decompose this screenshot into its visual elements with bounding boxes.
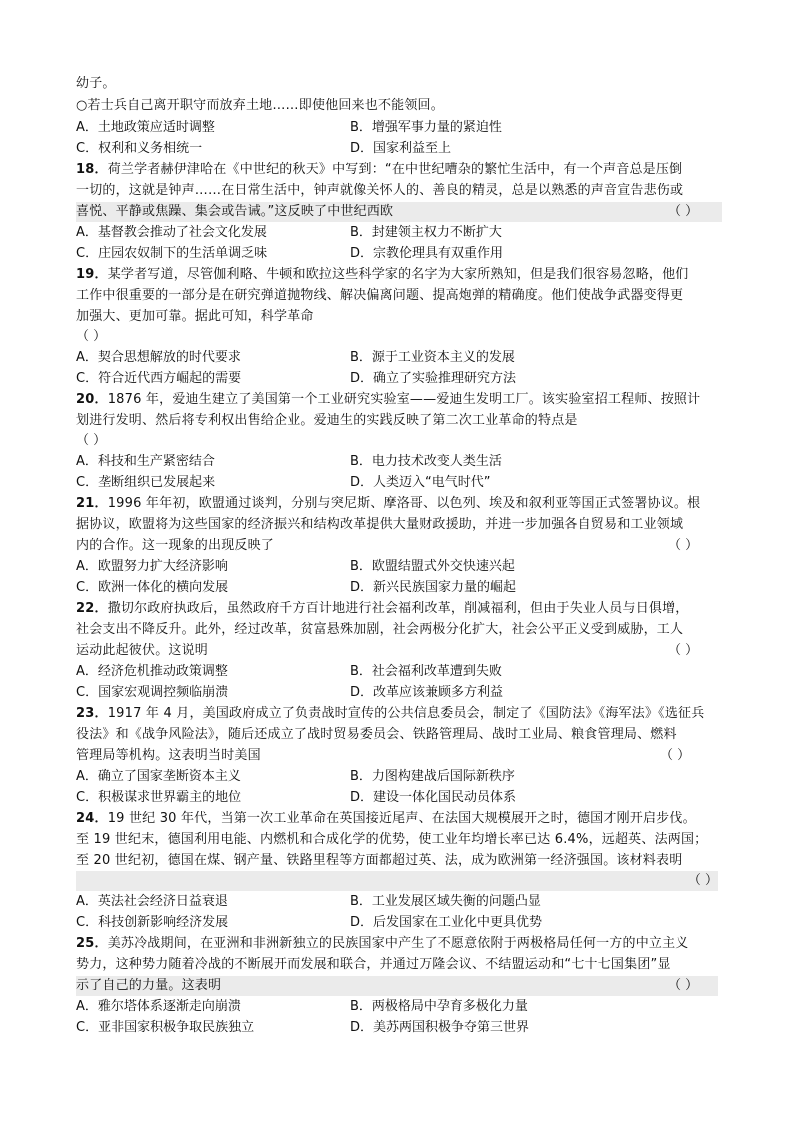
q22-option-a: A．经济危机推动政策调整	[76, 664, 228, 679]
q24-option-b: B．工业发展区域失衡的问题凸显	[350, 894, 541, 909]
intro-line-1: 幼子。	[76, 76, 116, 91]
q24-text-1: 19 世纪 30 年代，当第一次工业革命在英国接近尾声、在法国大规模展开之时，德国才刚开启步伐。	[107, 811, 696, 826]
q23-option-a: A．确立了国家垄断资本主义	[76, 769, 241, 784]
q21-number: 21．	[76, 496, 108, 511]
q17-option-c: C．权利和义务相统一	[76, 141, 203, 156]
q23-line-3: 管理局等机构。这表明当时美国	[76, 748, 261, 763]
q20-option-a: A．科技和生产紧密结合	[76, 454, 215, 469]
q20-text-1: 1876 年，爱迪生建立了美国第一个工业研究实验室——爱迪生发明工厂。该实验室招工程师、按照计	[107, 392, 701, 407]
q19-option-b: B．源于工业资本主义的发展	[350, 350, 515, 365]
q22-answer-paren: （ ）	[668, 643, 699, 658]
q18-option-a: A．基督教会推动了社会文化发展	[76, 225, 267, 240]
q21-option-b: B．欧盟结盟式外交快速兴起	[350, 559, 515, 574]
q24-option-d: D．后发国家在工业化中更具优势	[350, 915, 543, 930]
q24-number: 24．	[76, 811, 108, 826]
q22-line-3: 运动此起彼伏。这说明	[76, 643, 209, 658]
q17-option-d: D．国家利益至上	[350, 141, 452, 156]
q25-option-a: A．雅尔塔体系逐渐走向崩溃	[76, 999, 241, 1014]
q19-line-2: 工作中很重要的一部分是在研究弹道抛物线、解决偏离问题、提高炮弹的精确度。他们使战争武器变得更	[76, 288, 684, 303]
q25-option-b: B．两极格局中孕育多极化力量	[350, 999, 528, 1014]
q22-option-b: B．社会福利改革遭到失败	[350, 664, 502, 679]
q21-line-2: 据协议，欧盟将为这些国家的经济振兴和结构改革提供大量财政援助，并进一步加强各自贸易和工业领域	[76, 517, 684, 532]
q20-option-b: B．电力技术改变人类生活	[350, 454, 502, 469]
q18-option-d: D．宗教伦理具有双重作用	[350, 246, 504, 261]
q25-text-1: 美苏冷战期间，在亚洲和非洲新独立的民族国家中产生了不愿意依附于两极格局任何一方的中立主义	[107, 936, 689, 951]
q18-line-1	[76, 160, 682, 180]
q24-line-1	[76, 809, 696, 829]
q21-option-c: C．欧洲一体化的横向发展	[76, 580, 229, 595]
q19-text-1: 某学者写道，尽管伽利略、牛顿和欧拉这些科学家的名字为大家所熟知，但是我们很容易忽略，他们	[107, 267, 689, 282]
q21-line-1	[76, 494, 700, 514]
q20-line-1	[76, 390, 700, 410]
q21-option-a: A．欧盟努力扩大经济影响	[76, 559, 228, 574]
intro-line-2: ○若士兵自己离开职守而放弃土地……即使他回来也不能领回。	[76, 98, 444, 113]
q25-option-c: C．亚非国家积极争取民族独立	[76, 1020, 255, 1035]
q18-text-1: 荷兰学者赫伊津哈在《中世纪的秋天》中写到：“在中世纪嘈杂的繁忙生活中，有一个声音总是压倒	[107, 162, 683, 177]
q20-line-2: 划进行发明、然后将专利权出售给企业。爱迪生的实践反映了第二次工业革命的特点是	[76, 413, 578, 428]
q23-number: 23．	[76, 706, 108, 721]
q19-number: 19．	[76, 267, 108, 282]
q25-answer-paren: （ ）	[668, 978, 699, 993]
q21-option-d: D．新兴民族国家力量的崛起	[350, 580, 517, 595]
q19-option-d: D．确立了实验推理研究方法	[350, 371, 517, 386]
q23-option-d: D．建设一体化国民动员体系	[350, 790, 517, 805]
q25-line-1	[76, 934, 689, 954]
q21-text-1: 1996 年年初，欧盟通过谈判，分别与突尼斯、摩洛哥、以色列、埃及和叙利亚等国正式签署协议。根	[107, 496, 701, 511]
q22-line-2: 社会支出不降反升。此外，经过改革，贫富悬殊加剧，社会两极分化扩大，社会公平正义受到威胁，工人	[76, 622, 684, 637]
q20-option-c: C．垄断组织已发展起来	[76, 475, 216, 490]
q18-line-3: 喜悦、平静或焦躁、集会或告诫。”这反映了中世纪西欧	[76, 202, 722, 222]
q18-number: 18．	[76, 162, 108, 177]
q22-line-1	[76, 599, 689, 619]
q18-line-2: 一切的，这就是钟声……在日常生活中，钟声就像关怀人的、善良的精灵，总是以熟悉的声音宣告悲伤或	[76, 183, 684, 198]
q24-line-2: 至 19 世纪末，德国利用电能、内燃机和合成化学的优势，使工业年均增长率已达 6.4%，远超英、法两国；	[76, 832, 708, 847]
q23-answer-paren: （ ）	[660, 748, 691, 763]
q23-line-1	[76, 704, 704, 724]
q23-option-c: C．积极谋求世界霸主的地位	[76, 790, 242, 805]
q22-option-c: C．国家宏观调控频临崩溃	[76, 685, 229, 700]
q21-answer-paren: （ ）	[668, 538, 699, 553]
q18-option-c: C．庄园农奴制下的生活单调乏味	[76, 246, 268, 261]
q19-line-1	[76, 265, 689, 285]
q22-number: 22．	[76, 601, 108, 616]
q17-option-b: B．增强军事力量的紧迫性	[350, 120, 502, 135]
q25-line-2: 势力，这种势力随着冷战的不断展开而发展和联合，并通过万隆会议、不结盟运动和“七十七国集团”显	[76, 957, 671, 972]
q20-number: 20．	[76, 392, 108, 407]
q24-option-a: A．英法社会经济日益衰退	[76, 894, 228, 909]
q19-option-a: A．契合思想解放的时代要求	[76, 350, 241, 365]
q20-answer-paren: （ ）	[76, 433, 107, 448]
q20-option-d: D．人类迈入“电气时代”	[350, 475, 491, 490]
q23-text-1: 1917 年 4 月，美国政府成立了负责战时宣传的公共信息委员会，制定了《国防法》《海军法》《选征兵	[107, 706, 705, 721]
q18-answer-paren: （ ）	[668, 204, 699, 219]
q17-option-a: A．土地政策应适时调整	[76, 120, 215, 135]
q25-line-3: 示了自己的力量。这表明	[76, 976, 718, 996]
q19-line-3: 加强大、更加可靠。据此可知，科学革命	[76, 309, 314, 324]
q22-text-1: 撒切尔政府执政后，虽然政府千方百计地进行社会福利改革，削减福利，但由于失业人员与日俱增，	[107, 601, 689, 616]
q24-option-c: C．科技创新影响经济发展	[76, 915, 229, 930]
q18-option-b: B．封建领主权力不断扩大	[350, 225, 502, 240]
q19-option-c: C．符合近代西方崛起的需要	[76, 371, 242, 386]
q22-option-d: D．改革应该兼顾多方利益	[350, 685, 504, 700]
q25-option-d: D．美苏两国积极争夺第三世界	[350, 1020, 530, 1035]
q24-answer-paren: （ ）	[76, 871, 718, 891]
q21-line-3: 内的合作。这一现象的出现反映了	[76, 538, 275, 553]
q23-option-b: B．力图构建战后国际新秩序	[350, 769, 515, 784]
q23-line-2: 役法》和《战争风险法》，随后还成立了战时贸易委员会、铁路管理局、战时工业局、粮食管理局、燃料	[76, 727, 677, 742]
q19-answer-paren: （ ）	[76, 329, 107, 344]
q24-line-3: 至 20 世纪初，德国在煤、钢产量、铁路里程等方面都超过英、法，成为欧洲第一经济强国。该材料表明	[76, 853, 683, 868]
q25-number: 25．	[76, 936, 108, 951]
